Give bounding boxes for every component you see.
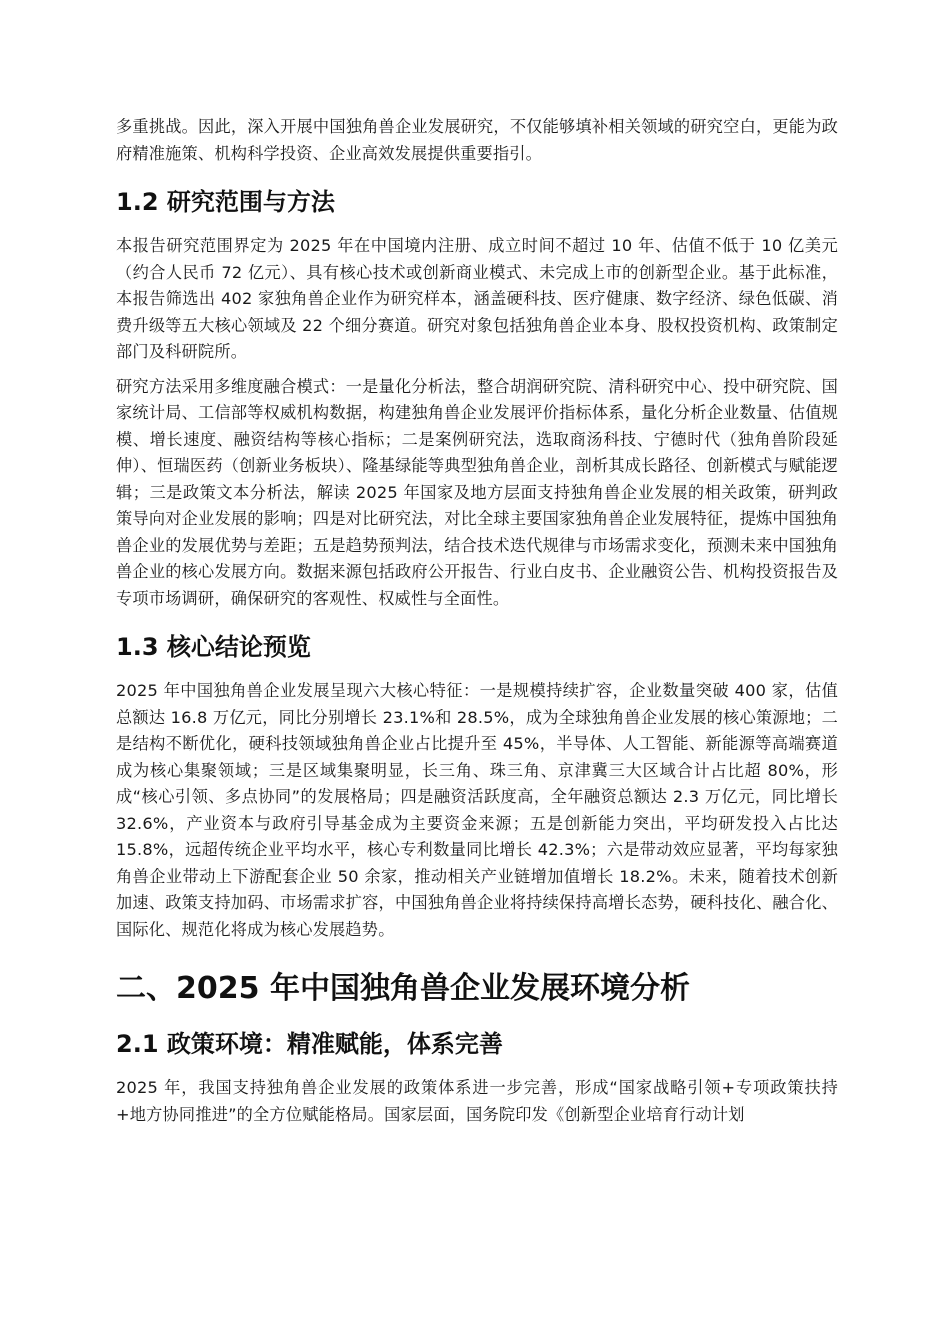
section-2-1-paragraph-1: 2025 年，我国支持独角兽企业发展的政策体系进一步完善，形成“国家战略引领+专项政策扶持+地方协同推进”的全方位赋能格局。国家层面，国务院印发《创新型企业培育行动计划 xyxy=(116,1078,838,1124)
section-1-2-heading: 1.2 研究范围与方法 xyxy=(116,188,335,216)
intro-continuation-paragraph: 多重挑战。因此，深入开展中国独角兽企业发展研究，不仅能够填补相关领域的研究空白，更能为政府精准施策、机构科学投资、企业高效发展提供重要指引。 xyxy=(116,117,838,163)
section-1-3-heading: 1.3 核心结论预览 xyxy=(116,633,311,661)
section-1-2-paragraph-1: 本报告研究范围界定为 2025 年在中国境内注册、成立时间不超过 10 年、估值不低于 10 亿美元（约合人民币 72 亿元）、具有核心技术或创新商业模式、未完成上市的创新型企业。基于此标准，本报告筛选出 402 家独角兽企业作为研究样本，涵盖硬科技、医疗健康、数字经济、绿色低碳、消费升级等五大核心领域及 22 个细分赛道。研究对象包括独角兽企业本身、股权投资机构、政策制定部门及科研院所。 xyxy=(116,236,838,361)
chapter-2-heading: 二、2025 年中国独角兽企业发展环境分析 xyxy=(116,971,690,1006)
section-1-2-paragraph-2: 研究方法采用多维度融合模式：一是量化分析法，整合胡润研究院、清科研究中心、投中研究院、国家统计局、工信部等权威机构数据，构建独角兽企业发展评价指标体系，量化分析企业数量、估值规模、增长速度、融资结构等核心指标；二是案例研究法，选取商汤科技、宁德时代（独角兽阶段延伸）、恒瑞医药（创新业务板块）、隆基绿能等典型独角兽企业，剖析其成长路径、创新模式与赋能逻辑；三是政策文本分析法，解读 2025 年国家及地方层面支持独角兽企业发展的相关政策，研判政策导向对企业发展的影响；四是对比研究法，对比全球主要国家独角兽企业发展特征，提炼中国独角兽企业的发展优势与差距；五是趋势预判法，结合技术迭代规律与市场需求变化，预测未来中国独角兽企业的核心发展方向。数据来源包括政府公开报告、行业白皮书、企业融资公告、机构投资报告及专项市场调研，确保研究的客观性、权威性与全面性。 xyxy=(116,376,838,608)
section-2-1-heading: 2.1 政策环境：精准赋能，体系完善 xyxy=(116,1030,503,1058)
section-1-3-paragraph-1: 2025 年中国独角兽企业发展呈现六大核心特征：一是规模持续扩容，企业数量突破 400 家，估值总额达 16.8 万亿元，同比分别增长 23.1%和 28.5%，成为全球独角兽企业发展的核心策源地；二是结构不断优化，硬科技领域独角兽企业占比提升至 45%，半导体、人工智能、新能源等高端赛道成为核心集聚领域；三是区域集聚明显，长三角、珠三角、京津冀三大区域合计占比超 80%，形成“核心引领、多点协同”的发展格局；四是融资活跃度高，全年融资总额达 2.3 万亿元，同比增长 32.6%，产业资本与政府引导基金成为主要资金来源；五是创新能力突出，平均研发投入占比达 15.8%，远超传统企业平均水平，核心专利数量同比增长 42.3%；六是带动效应显著，平均每家独角兽企业带动上下游配套企业 50 余家，推动相关产业链增加值增长 18.2%。未来，随着技术创新加速、政策支持加码、市场需求扩容，中国独角兽企业将持续保持高增长态势，硬科技化、融合化、国际化、规范化将成为核心发展趋势。 xyxy=(116,681,838,939)
